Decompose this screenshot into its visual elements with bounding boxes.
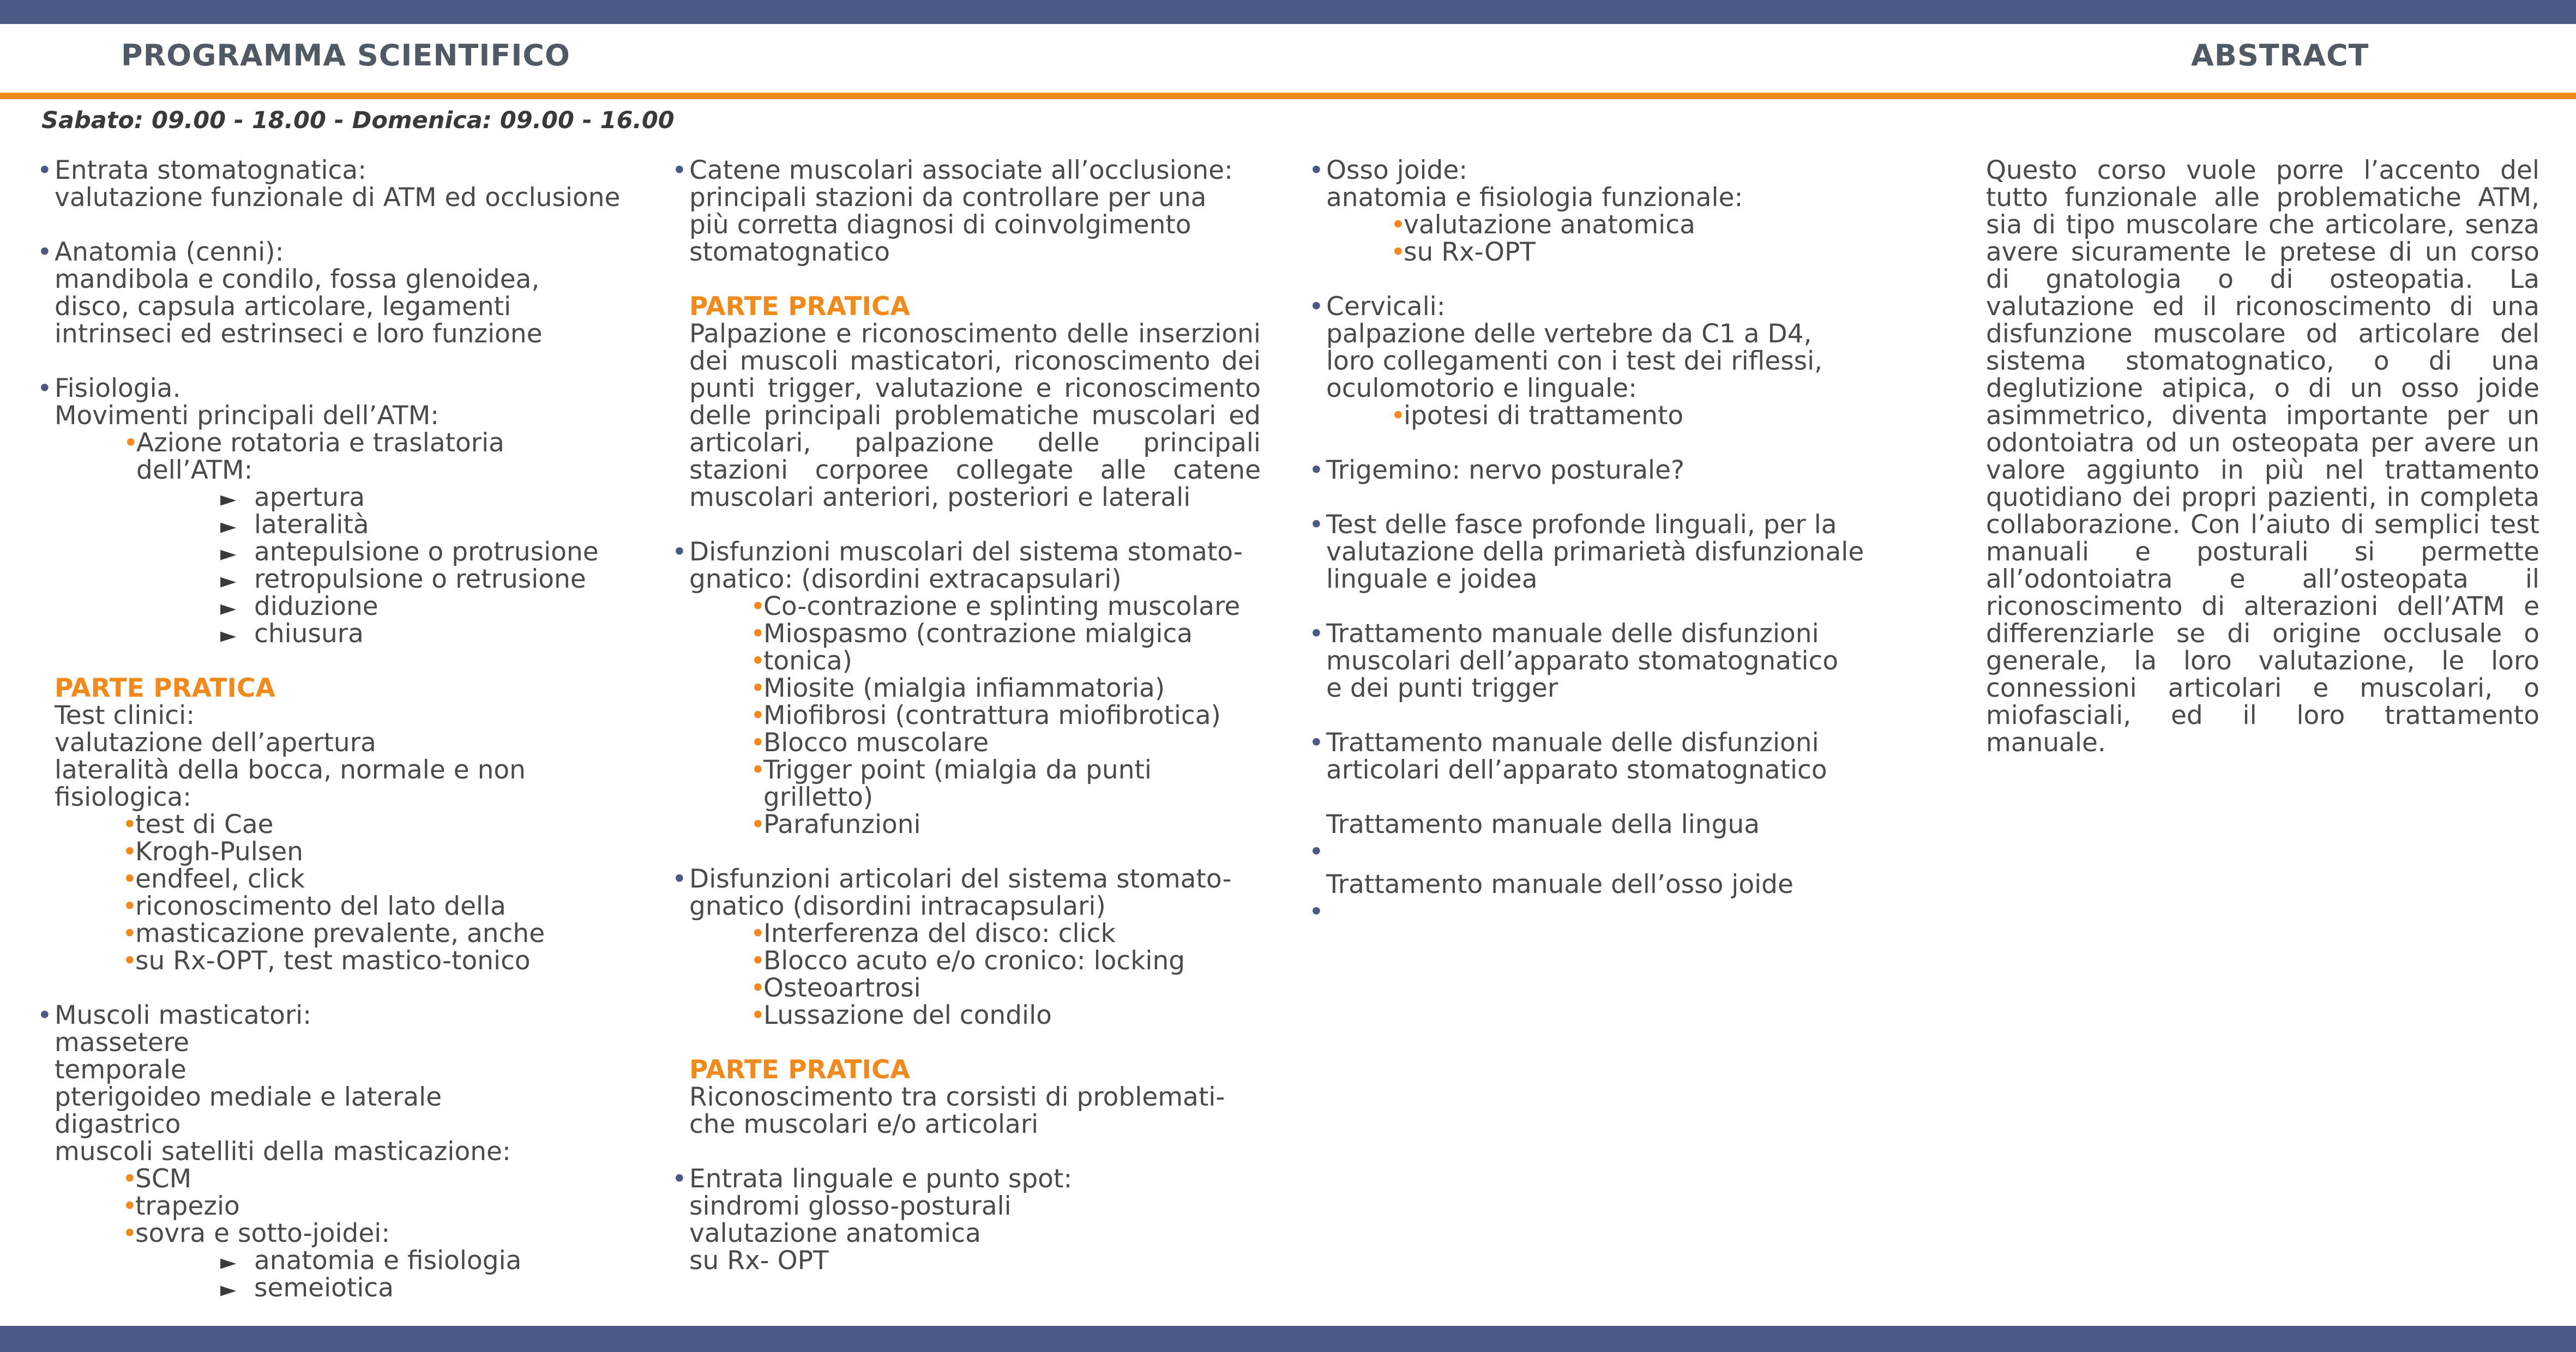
sub-item: • sovra e sotto-joidei:	[122, 1220, 637, 1247]
sub-item: • Blocco muscolare	[750, 729, 1261, 757]
list-item: • Entrata linguale e punto spot: sindromi glosso-posturali valutazione anatomica su Rx- OPT	[672, 1166, 1261, 1275]
arrow-item: ► antepulsione o protrusione	[220, 539, 637, 566]
arrow-item: ► semeiotica	[220, 1275, 637, 1302]
bullet: •	[1309, 897, 1324, 927]
column-2	[672, 157, 1261, 1275]
parte-pratica-text: Palpazione e riconoscimento delle inserzioni dei muscoli masticatori, riconoscimento dei punti trigger, valutazione e riconoscimento delle principali problematiche muscolari ed articolari, palpazione delle principali stazioni corporee collegate alle catene muscolari anteriori, posteriori e laterali	[689, 319, 1261, 512]
list-item: • Entrata stomatognatica: valutazione funzionale di ATM ed occlusione	[37, 157, 637, 212]
sub-item: • Miofibrosi (contrattura miofibrotica)	[750, 702, 1261, 729]
list-item: • Disfunzioni muscolari del sistema stomato- gnatico: (disordini extracapsulari)	[672, 539, 1261, 593]
column-3	[1309, 157, 1909, 931]
parte-pratica-heading: PARTE PRATICA	[55, 673, 275, 703]
sub-item: • Trigger point (mialgia da punti grilletto)	[750, 757, 1261, 811]
sub-item: • endfeel, click	[122, 866, 637, 893]
arrow-item: ► chiusura	[220, 620, 637, 648]
sub-item: • Parafunzioni	[750, 811, 1261, 838]
column-1	[37, 157, 637, 1302]
sub-item: • valutazione anatomica	[1391, 212, 1909, 239]
arrow-item: ► anatomia e fisiologia	[220, 1247, 637, 1275]
list-item: • Anatomia (cenni): mandibola e condilo, fossa glenoidea, disco, capsula articolare, legamenti intrinseci ed estrinseci e loro funzione	[37, 239, 637, 348]
sub-item: • Krogh-Pulsen	[122, 838, 637, 866]
tests-list	[122, 811, 637, 975]
abstract-title: ABSTRACT	[2191, 38, 2369, 73]
list-item: • Fisiologia. Movimenti principali dell’ATM:	[37, 375, 637, 430]
list-item: • Test delle fasce profonde linguali, per la valutazione della primarietà disfunzionale linguale e joidea	[1309, 511, 1909, 593]
programma-title: PROGRAMMA SCIENTIFICO	[121, 38, 570, 73]
bullet: •	[1309, 837, 1324, 867]
list-item: • Trigemino: nervo posturale?	[1309, 457, 1909, 484]
joide-list	[1391, 212, 1909, 266]
list-item: • Muscoli masticatori: massetere temporale pterigoideo mediale e laterale digastrico muscoli satelliti della masticazione:	[37, 1002, 637, 1166]
arrow-item: ► retropulsione o retrusione	[220, 566, 637, 593]
sub-item: • Interferenza del disco: click	[750, 920, 1261, 947]
sub-item: • Miosite (mialgia infiammatoria)	[750, 675, 1261, 702]
parte-pratica-text: Test clinici: valutazione dell’apertura lateralità della bocca, normale e non fisiologica:	[55, 701, 526, 812]
list-item: • Cervicali: palpazione delle vertebre da C1 a D4, loro collegamenti con i test dei riflessi, oculomotorio e linguale:	[1309, 293, 1909, 402]
sub-item: • Co-contrazione e splinting muscolare	[750, 593, 1261, 620]
arrow-item: ► apertura	[220, 484, 637, 511]
sub-item: • su Rx-OPT, test mastico-tonico	[122, 947, 637, 975]
cervicali-list	[1391, 402, 1909, 430]
list-item: • Trattamento manuale delle disfunzioni muscolari dell’apparato stomatognatico e dei punti trigger	[1309, 620, 1909, 702]
sub-item: • su Rx-OPT	[1391, 239, 1909, 266]
muscular-list	[750, 593, 1261, 838]
list-item: • Catene muscolari associate all’occlusione: principali stazioni da controllare per una più corretta diagnosi di coinvolgimento stomatognatico	[672, 157, 1261, 266]
list-item: • Trattamento manuale della lingua	[1309, 810, 1760, 867]
abstract-text: Questo corso vuole porre l’accento del tutto funzionale alle problematiche ATM, sia di tipo muscolare che articolare, senza avere sicuramente le pretese di un corso di gnatologia o di osteopatia. La valutazione ed il riconoscimento di una disfunzione muscolare od articolare del sistema stomatognatico, o di una deglutizione atipica, o di un osso joide asimmetrico, diventa importante per un odontoiatra od un osteopata per avere un valore aggiunto in più nel trattamento quotidiano dei propri pazienti, in completa collaborazione. Con l’aiuto di semplici test manuali e posturali si permette all’odontoiatra e all’osteopata il riconoscimento di alterazioni dell’ATM e differenziarle se di origine occlusale o generale, la loro valutazione, le loro connessioni articolari e muscolari, o miofasciali, ed il loro trattamento manuale.	[1986, 155, 2539, 758]
bottom-bar	[0, 1326, 2576, 1352]
top-bar	[0, 0, 2576, 24]
list-item: • Trattamento manuale dell’osso joide	[1309, 870, 1793, 927]
sub-item: • Blocco acuto e/o cronico: locking	[750, 947, 1261, 975]
sub-item: • riconoscimento del lato della	[122, 893, 637, 920]
sub-item: • Osteoartrosi	[750, 975, 1261, 1002]
satellites-list	[122, 1166, 637, 1247]
orange-divider	[0, 93, 2576, 99]
schedule: Sabato: 09.00 - 18.00 - Domenica: 09.00 - 16.00	[41, 107, 675, 134]
list-item: • Disfunzioni articolari del sistema stomato- gnatico (disordini intracapsulari)	[672, 866, 1261, 920]
sub-item: • trapezio	[122, 1193, 637, 1220]
sub-item: • Azione rotatoria e traslatoria dell’ATM:	[123, 430, 637, 484]
arrow-item: ► lateralità	[220, 511, 637, 539]
parte-pratica-heading: PARTE PRATICA	[689, 292, 910, 322]
movements-list	[220, 484, 637, 648]
sub-item: • SCM	[122, 1166, 637, 1193]
parte-pratica-heading: PARTE PRATICA	[689, 1055, 910, 1085]
sub-item: • Miospasmo (contrazione mialgica	[750, 620, 1261, 648]
sub-item: • test di Cae	[122, 811, 637, 838]
sub-item: • Lussazione del condilo	[750, 1002, 1261, 1029]
parte-pratica-text: Riconoscimento tra corsisti di problemati- che muscolari e/o articolari	[689, 1082, 1225, 1139]
sub-item: • ipotesi di trattamento	[1391, 402, 1909, 430]
sub-item: • tonica)	[750, 648, 1261, 675]
arrow-item: ► diduzione	[220, 593, 637, 620]
articular-list	[750, 920, 1261, 1029]
list-item: • Osso joide: anatomia e fisiologia funzionale:	[1309, 157, 1909, 212]
joidei-list	[220, 1247, 637, 1302]
list-item: • Trattamento manuale delle disfunzioni articolari dell’apparato stomatognatico	[1309, 729, 1909, 784]
sub-item: • masticazione prevalente, anche	[122, 920, 637, 947]
